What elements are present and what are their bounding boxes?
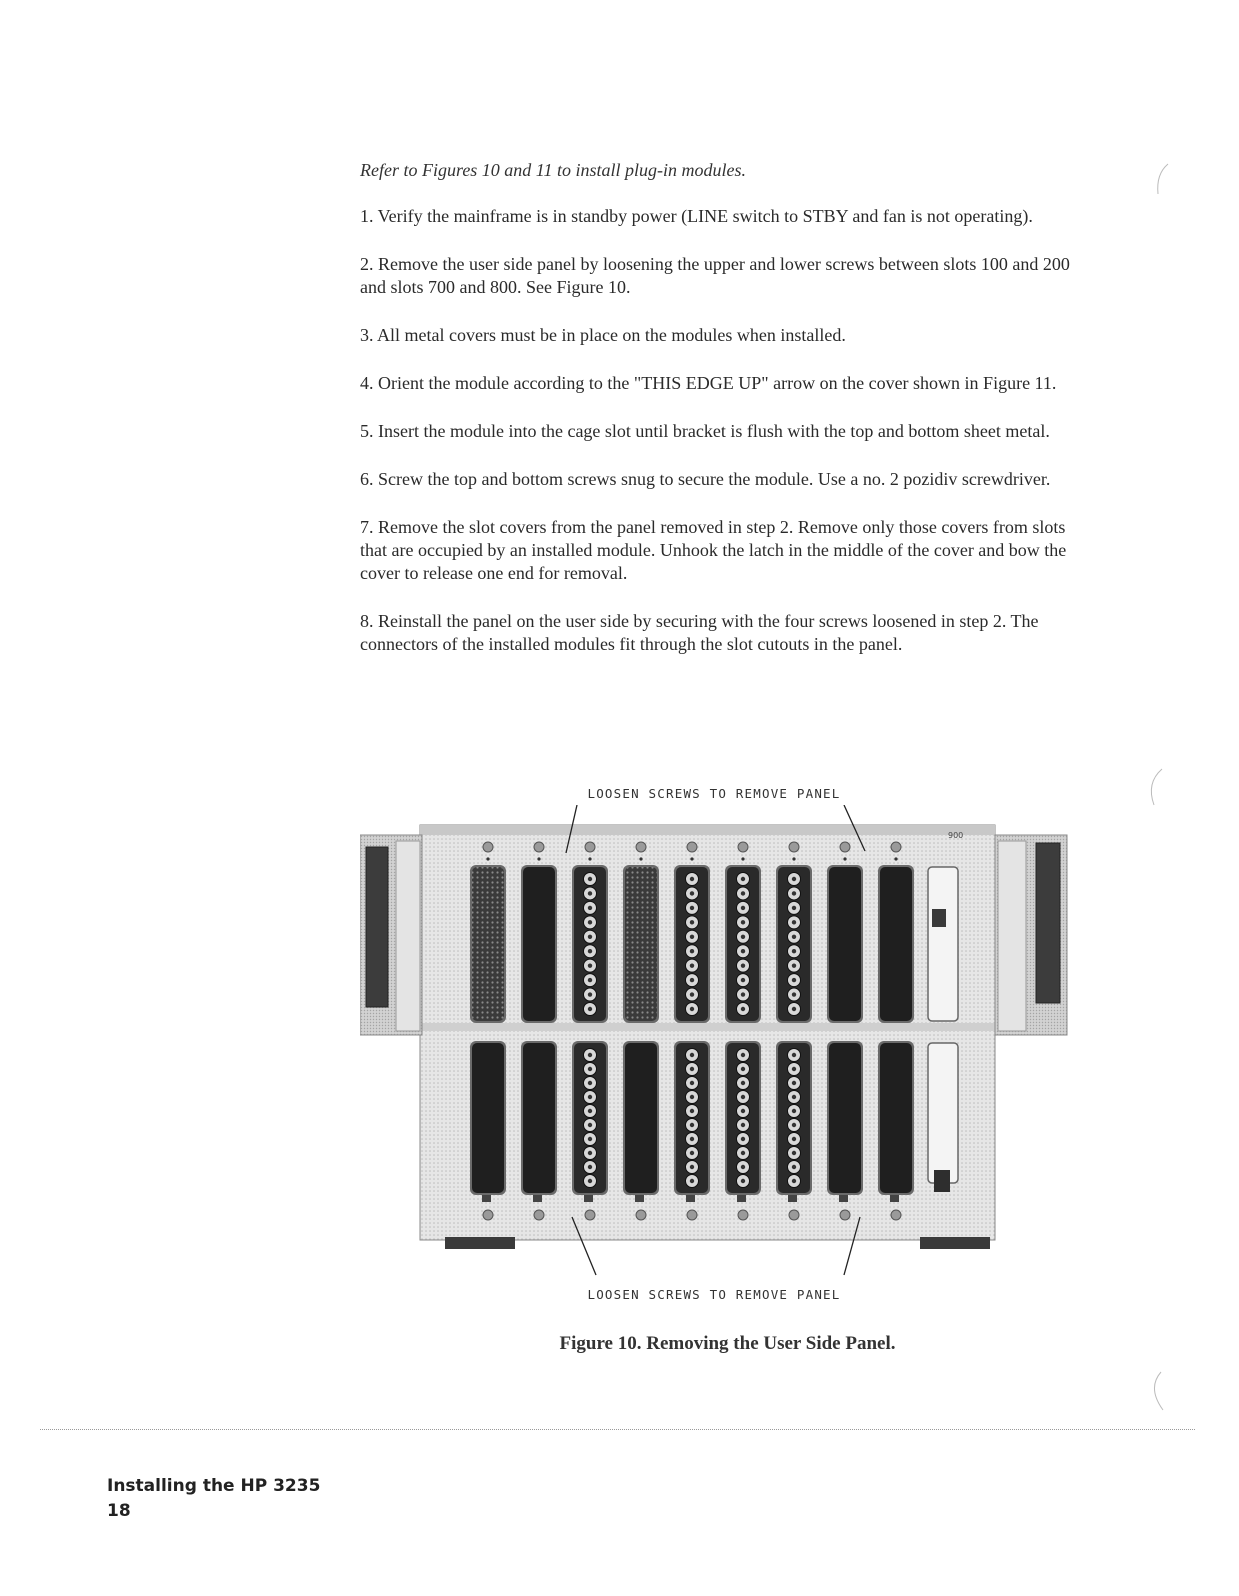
slot-900-label: 900 [948, 831, 964, 840]
screw-icon [840, 842, 850, 852]
bnc-pin [792, 877, 796, 881]
callout-bottom-label: LOOSEN SCREWS TO REMOVE PANEL [587, 1287, 841, 1302]
bnc-pin [792, 1007, 796, 1011]
bnc-pin [690, 1053, 694, 1057]
slot-cover [523, 867, 555, 1021]
slot-tab [482, 1195, 491, 1202]
bnc-pin [792, 1151, 796, 1155]
figure-caption: Figure 10. Removing the User Side Panel. [559, 1333, 896, 1354]
bnc-pin [741, 1095, 745, 1099]
bnc-pin [792, 1109, 796, 1113]
step-3: 3. All metal covers must be in place on the modules when installed. [360, 325, 846, 345]
slot-cover [523, 1043, 555, 1193]
screw-icon [789, 1210, 799, 1220]
screw-icon [738, 842, 748, 852]
step-8: 8. Reinstall the panel on the user side by securing with the four screws loosened in step 2. The connectors of the installed modules fit through the slot cutouts in the panel. [360, 611, 1039, 654]
bnc-pin [690, 1095, 694, 1099]
bnc-pin [588, 1165, 592, 1169]
bnc-pin [741, 1179, 745, 1183]
bnc-pin [588, 1081, 592, 1085]
bnc-pin [690, 1081, 694, 1085]
slot-cover [880, 1043, 912, 1193]
bnc-pin [690, 1179, 694, 1183]
bnc-pin [690, 949, 694, 953]
callout-top-label: LOOSEN SCREWS TO REMOVE PANEL [587, 786, 841, 801]
step-2: 2. Remove the user side panel by loosening the upper and lower screws between slots 100 and 200 and slots 700 and 800. See Figure 10. [360, 254, 1070, 297]
bnc-pin [588, 992, 592, 996]
slot-tab [686, 1195, 695, 1202]
bnc-pin [690, 935, 694, 939]
mainframe-photo [360, 805, 1075, 1285]
bnc-pin [690, 891, 694, 895]
step-4: 4. Orient the module according to the "THIS EDGE UP" arrow on the cover shown in Figure 11. [360, 373, 1057, 393]
margin-mark [1140, 765, 1170, 815]
bnc-pin [792, 1123, 796, 1127]
bnc-pin [690, 1109, 694, 1113]
bnc-pin [792, 1179, 796, 1183]
bnc-pin [741, 1053, 745, 1057]
bnc-pin [690, 978, 694, 982]
slot-cover [880, 867, 912, 1021]
footer-title: Installing the HP 3235 [107, 1476, 321, 1496]
bnc-pin [792, 1095, 796, 1099]
bnc-pin [690, 963, 694, 967]
bnc-pin [741, 891, 745, 895]
bnc-pin [588, 1095, 592, 1099]
bnc-pin [741, 920, 745, 924]
page-number: 18 [107, 1501, 131, 1521]
indicator-dot [741, 857, 744, 860]
bnc-pin [741, 992, 745, 996]
slot-tab [839, 1195, 848, 1202]
bnc-pin [690, 906, 694, 910]
bnc-pin [792, 920, 796, 924]
step-6: 6. Screw the top and bottom screws snug to secure the module. Use a no. 2 pozidiv screwdriver. [360, 469, 1051, 489]
step-1: 1. Verify the mainframe is in standby power (LINE switch to STBY and fan is not operating). [360, 206, 1033, 226]
bnc-pin [792, 963, 796, 967]
bnc-pin [588, 949, 592, 953]
screw-icon [891, 1210, 901, 1220]
indicator-dot [537, 857, 540, 860]
bnc-pin [690, 877, 694, 881]
bnc-pin [792, 891, 796, 895]
screw-icon [891, 842, 901, 852]
slot-cover [625, 1043, 657, 1193]
bnc-pin [588, 1151, 592, 1155]
slot-tab [788, 1195, 797, 1202]
bnc-pin [588, 963, 592, 967]
indicator-dot [894, 857, 897, 860]
margin-mark [1143, 1368, 1173, 1418]
screw-icon [636, 842, 646, 852]
bnc-pin [588, 935, 592, 939]
step-5: 5. Insert the module into the cage slot until bracket is flush with the top and bottom sheet metal. [360, 421, 1050, 441]
bnc-pin [741, 1067, 745, 1071]
pin-connector [625, 867, 657, 1021]
screw-icon [687, 1210, 697, 1220]
pin-connector [472, 867, 504, 1021]
margin-mark [1148, 160, 1178, 210]
step-7: 7. Remove the slot covers from the panel removed in step 2. Remove only those covers from slots that are occupied by an installed module. Unhook the latch in the middle of the cover and bow the cover to release one end for removal. [360, 517, 1067, 583]
bnc-pin [588, 1053, 592, 1057]
bnc-pin [690, 1165, 694, 1169]
indicator-dot [486, 857, 489, 860]
slot-cover [472, 1043, 504, 1193]
screw-icon [738, 1210, 748, 1220]
screw-icon [636, 1210, 646, 1220]
bnc-pin [588, 1137, 592, 1141]
indicator-dot [843, 857, 846, 860]
indicator-dot [639, 857, 642, 860]
slot-tab [584, 1195, 593, 1202]
bnc-pin [792, 1067, 796, 1071]
bnc-pin [792, 949, 796, 953]
bnc-pin [741, 1165, 745, 1169]
indicator-dot [690, 857, 693, 860]
bnc-pin [741, 1137, 745, 1141]
bnc-pin [588, 1067, 592, 1071]
bnc-pin [792, 992, 796, 996]
bnc-pin [792, 935, 796, 939]
bnc-pin [690, 992, 694, 996]
bnc-pin [690, 1007, 694, 1011]
bnc-pin [792, 1165, 796, 1169]
screw-icon [483, 1210, 493, 1220]
slot-tab [533, 1195, 542, 1202]
screw-icon [789, 842, 799, 852]
bnc-pin [588, 978, 592, 982]
bnc-pin [792, 1081, 796, 1085]
bnc-pin [792, 1053, 796, 1057]
slot-tab [890, 1195, 899, 1202]
bnc-pin [588, 906, 592, 910]
bnc-pin [588, 1109, 592, 1113]
screw-icon [483, 842, 493, 852]
indicator-dot [588, 857, 591, 860]
bnc-pin [741, 1109, 745, 1113]
bnc-pin [690, 1151, 694, 1155]
bnc-pin [588, 891, 592, 895]
bnc-pin [741, 1123, 745, 1127]
screw-icon [534, 1210, 544, 1220]
bnc-pin [588, 1123, 592, 1127]
bnc-pin [588, 1179, 592, 1183]
footer-rule [40, 1429, 1195, 1430]
instruction-steps [360, 205, 1095, 681]
bnc-pin [741, 1151, 745, 1155]
bnc-pin [792, 978, 796, 982]
bnc-pin [792, 1137, 796, 1141]
bnc-pin [741, 877, 745, 881]
screw-icon [585, 842, 595, 852]
bnc-pin [588, 877, 592, 881]
bnc-pin [741, 1081, 745, 1085]
bnc-pin [588, 1007, 592, 1011]
bnc-pin [690, 920, 694, 924]
screw-icon [840, 1210, 850, 1220]
slot-cover [829, 1043, 861, 1193]
bnc-pin [741, 963, 745, 967]
bnc-pin [690, 1137, 694, 1141]
bnc-pin [741, 935, 745, 939]
bnc-pin [690, 1123, 694, 1127]
bnc-pin [741, 978, 745, 982]
bnc-pin [690, 1067, 694, 1071]
bnc-pin [741, 906, 745, 910]
bnc-pin [588, 920, 592, 924]
indicator-dot [792, 857, 795, 860]
slot-tab [737, 1195, 746, 1202]
bnc-pin [792, 906, 796, 910]
screw-icon [585, 1210, 595, 1220]
slot-tab [635, 1195, 644, 1202]
screw-icon [687, 842, 697, 852]
page-footer [107, 1474, 320, 1524]
slot-cover [829, 867, 861, 1021]
bnc-pin [741, 949, 745, 953]
bnc-pin [741, 1007, 745, 1011]
screw-icon [534, 842, 544, 852]
intro-text: Refer to Figures 10 and 11 to install plug-in modules. [360, 160, 746, 180]
